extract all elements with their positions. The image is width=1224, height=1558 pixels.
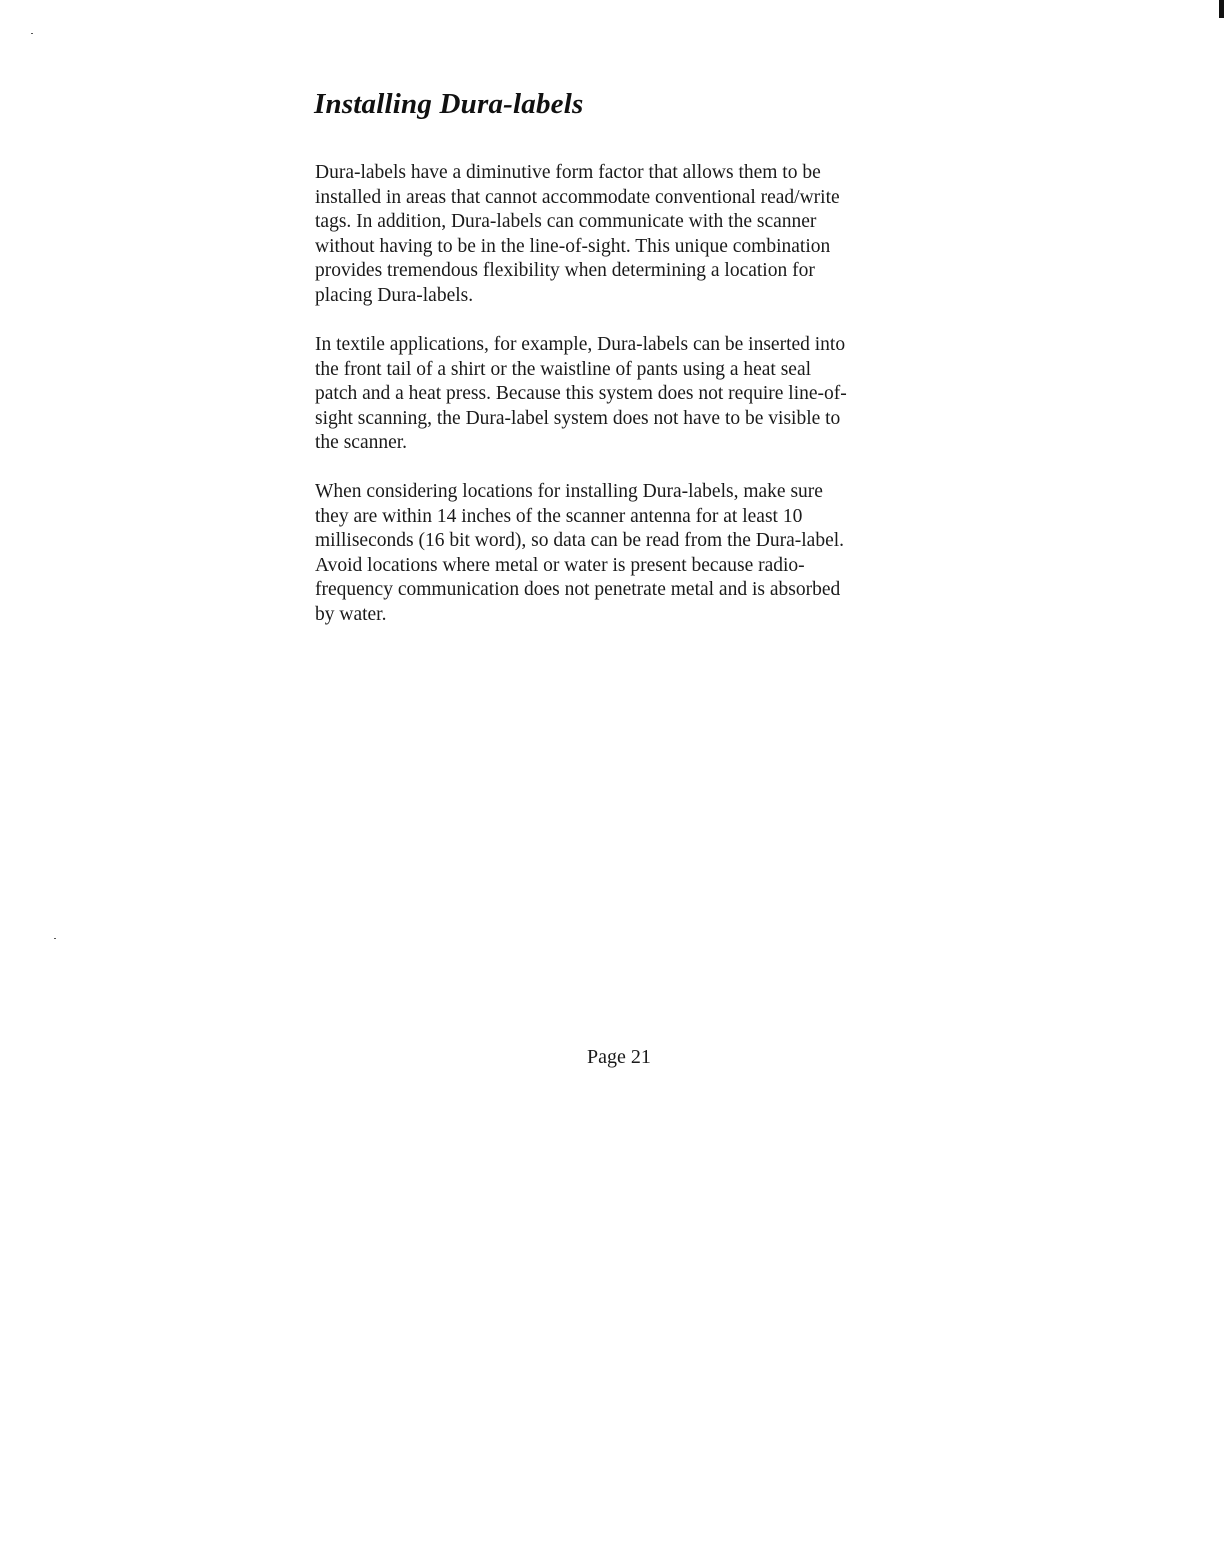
page-heading: Installing Dura-labels: [314, 88, 584, 120]
paragraph-line: sight scanning, the Dura-label system does not have to be visible to: [315, 407, 841, 429]
scan-speck: [31, 33, 33, 34]
paragraph-line: Avoid locations where metal or water is present because radio-: [315, 554, 805, 576]
paragraph-line: the front tail of a shirt or the waistline of pants using a heat seal: [315, 358, 812, 380]
paragraph-line: placing Dura-labels.: [315, 284, 474, 306]
paragraph-line: patch and a heat press. Because this system does not require line-of-: [315, 383, 847, 405]
paragraph-textile-applications: [315, 333, 935, 456]
paragraph-line: tags. In addition, Dura-labels can communicate with the scanner: [315, 211, 817, 233]
paragraph-line: provides tremendous flexibility when determining a location for: [315, 260, 815, 282]
paragraph-line: by water.: [315, 603, 387, 625]
page-number: Page 21: [587, 1046, 651, 1068]
paragraph-line: milliseconds (16 bit word), so data can be read from the Dura-label.: [315, 530, 845, 552]
scan-corner-mark: [1219, 0, 1224, 18]
paragraph-line: installed in areas that cannot accommodate conventional read/write: [315, 186, 840, 208]
paragraph-line: In textile applications, for example, Dura-labels can be inserted into: [315, 334, 846, 355]
paragraph-line: frequency communication does not penetrate metal and is absorbed: [315, 579, 841, 601]
paragraph-line: Dura-labels have a diminutive form factor that allows them to be: [315, 162, 821, 183]
paragraph-form-factor: [315, 161, 935, 309]
paragraph-line: without having to be in the line-of-sight. This unique combination: [315, 235, 831, 257]
paragraph-line: they are within 14 inches of the scanner antenna for at least 10: [315, 505, 803, 527]
paragraph-installation-locations: [315, 480, 935, 628]
paragraph-line: the scanner.: [315, 432, 408, 454]
scan-speck: [54, 938, 56, 939]
paragraph-line: When considering locations for installing Dura-labels, make sure: [315, 481, 823, 502]
